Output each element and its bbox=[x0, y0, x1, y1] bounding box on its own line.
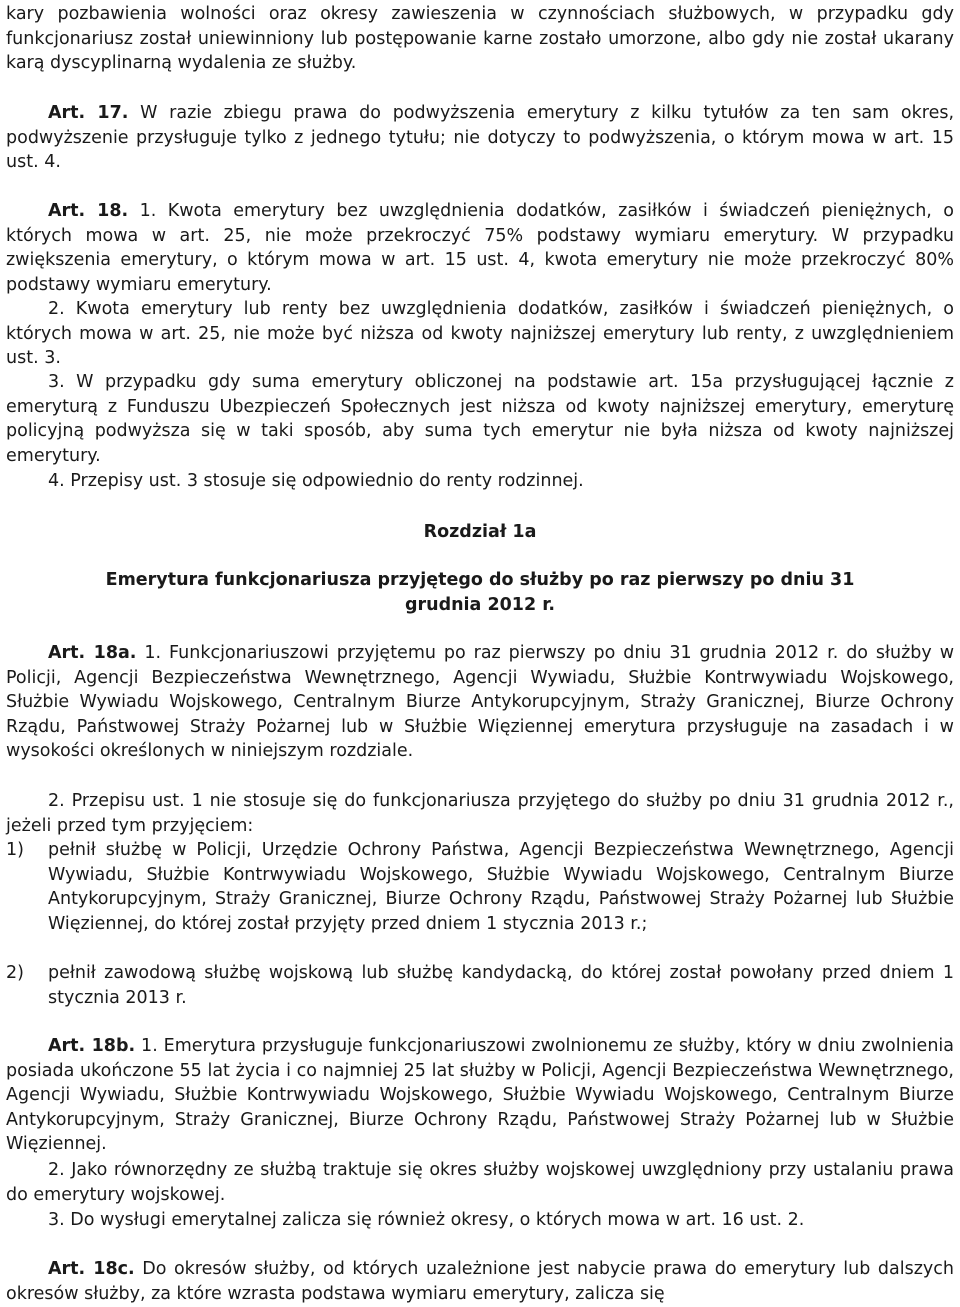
article-label: Art. 18. bbox=[48, 201, 129, 221]
article-label: Art. 18c. bbox=[48, 1259, 135, 1279]
article-18b-paragraph-2: 2. Jako równorzędny ze służbą traktuje się okres służby wojskowej uwzględniony przy ustalaniu prawa do emerytury wojskowej. bbox=[6, 1160, 954, 1205]
article-18b-paragraph-1: Art. 18b. 1. Emerytura przysługuje funkcjonariuszowi zwolnionemu ze służby, który w dniu zwolnienia posiada ukończone 55 lat życia i co najmniej 25 lat służby w Policji, Agencji Bezpieczeństwa Wewnętrznego, Agencji Wywiadu, Służbie Kontrwywiadu Wojskowego, Służbie Wywiadu Wojskowego, Centralnym Biurze Antykorupcyjnym, Straży Granicznej, Biurze Ochrony Rządu, Państwowej Straży Pożarnej lub w Służbie Więziennej. bbox=[6, 1036, 955, 1155]
chapter-title: Rozdział 1a bbox=[423, 522, 537, 542]
article-18a-paragraph-2: 2. Przepisu ust. 1 nie stosuje się do funkcjonariusza przyjętego do służby po dniu 31 grudnia 2012 r., jeżeli przed tym przyjęciem: bbox=[6, 791, 954, 836]
article-label: Art. 17. bbox=[48, 103, 129, 123]
paragraph-continuation: kary pozbawienia wolności oraz okresy zawieszenia w czynnościach służbowych, w przypadku gdy funkcjonariusz został uniewinniony lub postępowanie karne zostało umorzone, albo gdy nie został ukarany karą dyscyplinarną wydalenia ze służby. bbox=[6, 4, 954, 74]
chapter-subtitle-line-2: grudnia 2012 r. bbox=[404, 595, 556, 615]
article-18-paragraph-1: Art. 18. 1. Kwota emerytury bez uwzględnienia dodatków, zasiłków i świadczeń pieniężnych, o których mowa w art. 25, nie może przekroczyć 75% podstawy wymiaru emerytury. W przypadku zwiększenia emerytury, o którym mowa w art. 15 ust. 4, kwota emerytury nie może przekroczyć 80% podstawy wymiaru emerytury. bbox=[6, 201, 954, 295]
article-18c: Art. 18c. Do okresów służby, od których uzależnione jest nabycie prawa do emerytury lub dalszych okresów służby, za które wzrasta podstawa wymiaru emerytury, zalicza się bbox=[6, 1259, 954, 1304]
article-18-paragraph-3: 3. W przypadku gdy suma emerytury obliczonej na podstawie art. 15a przysługującej łącznie z emeryturą z Funduszu Ubezpieczeń Społecznych jest niższa od kwoty najniższej emerytury, emeryturę policyjną podwyższa się w taki sposób, aby suma tych emerytur nie była niższa od kwoty najniższej emerytury. bbox=[6, 372, 954, 466]
article-18-paragraph-4: 4. Przepisy ust. 3 stosuje się odpowiednio do renty rodzinnej. bbox=[48, 471, 584, 491]
chapter-subtitle-line-1: Emerytura funkcjonariusza przyjętego do służby po raz pierwszy po dniu 31 bbox=[105, 570, 855, 590]
list-item-text: pełnił zawodową służbę wojskową lub służbę kandydacką, do której został powołany przed dniem 1 stycznia 2013 r. bbox=[48, 963, 954, 1008]
article-label: Art. 18b. bbox=[48, 1036, 136, 1056]
article-17: Art. 17. W razie zbiegu prawa do podwyższenia emerytury z kilku tytułów za ten sam okres, podwyższenie przysługuje tylko z jednego tytułu; nie dotyczy to podwyższenia, o którym mowa w art. 15 ust. 4. bbox=[6, 103, 955, 173]
article-18-paragraph-2: 2. Kwota emerytury lub renty bez uwzględnienia dodatków, zasiłków i świadczeń pieniężnych, o których mowa w art. 25, nie może być niższa od kwoty najniższej emerytury lub renty, z uwzględnieniem ust. 3. bbox=[6, 299, 954, 369]
list-item-text: pełnił służbę w Policji, Urzędzie Ochrony Państwa, Agencji Bezpieczeństwa Wewnętrznego, Agencji Wywiadu, Służbie Kontrwywiadu Wojskowego, Służbie Wywiadu Wojskowego, Centralnym Biurze Antykorupcyjnym, Straży Granicznej, Biurze Ochrony Rządu, Państwowej Straży Pożarnej lub Służbie Więziennej, do której został przyjęty przed dniem 1 stycznia 2013 r.; bbox=[48, 840, 954, 934]
list-item bbox=[6, 838, 954, 936]
article-label: Art. 18a. bbox=[48, 643, 137, 663]
article-18b-paragraph-3: 3. Do wysługi emerytalnej zalicza się również okresy, o których mowa w art. 16 ust. 2. bbox=[48, 1210, 805, 1230]
article-18a-paragraph-1: Art. 18a. 1. Funkcjonariuszowi przyjętemu po raz pierwszy po dniu 31 grudnia 2012 r. do służby w Policji, Agencji Bezpieczeństwa Wewnętrznego, Agencji Wywiadu, Służbie Kontrwywiadu Wojskowego, Służbie Wywiadu Wojskowego, Centralnym Biurze Antykorupcyjnym, Straży Granicznej, Biurze Ochrony Rządu, Państwowej Straży Pożarnej lub w Służbie Więziennej emerytura przysługuje na zasadach i w wysokości określonych w niniejszym rozdziale. bbox=[6, 643, 955, 762]
list-item bbox=[6, 961, 954, 1010]
list-item-number: 1) bbox=[6, 840, 24, 860]
list-item-number: 2) bbox=[6, 963, 24, 983]
